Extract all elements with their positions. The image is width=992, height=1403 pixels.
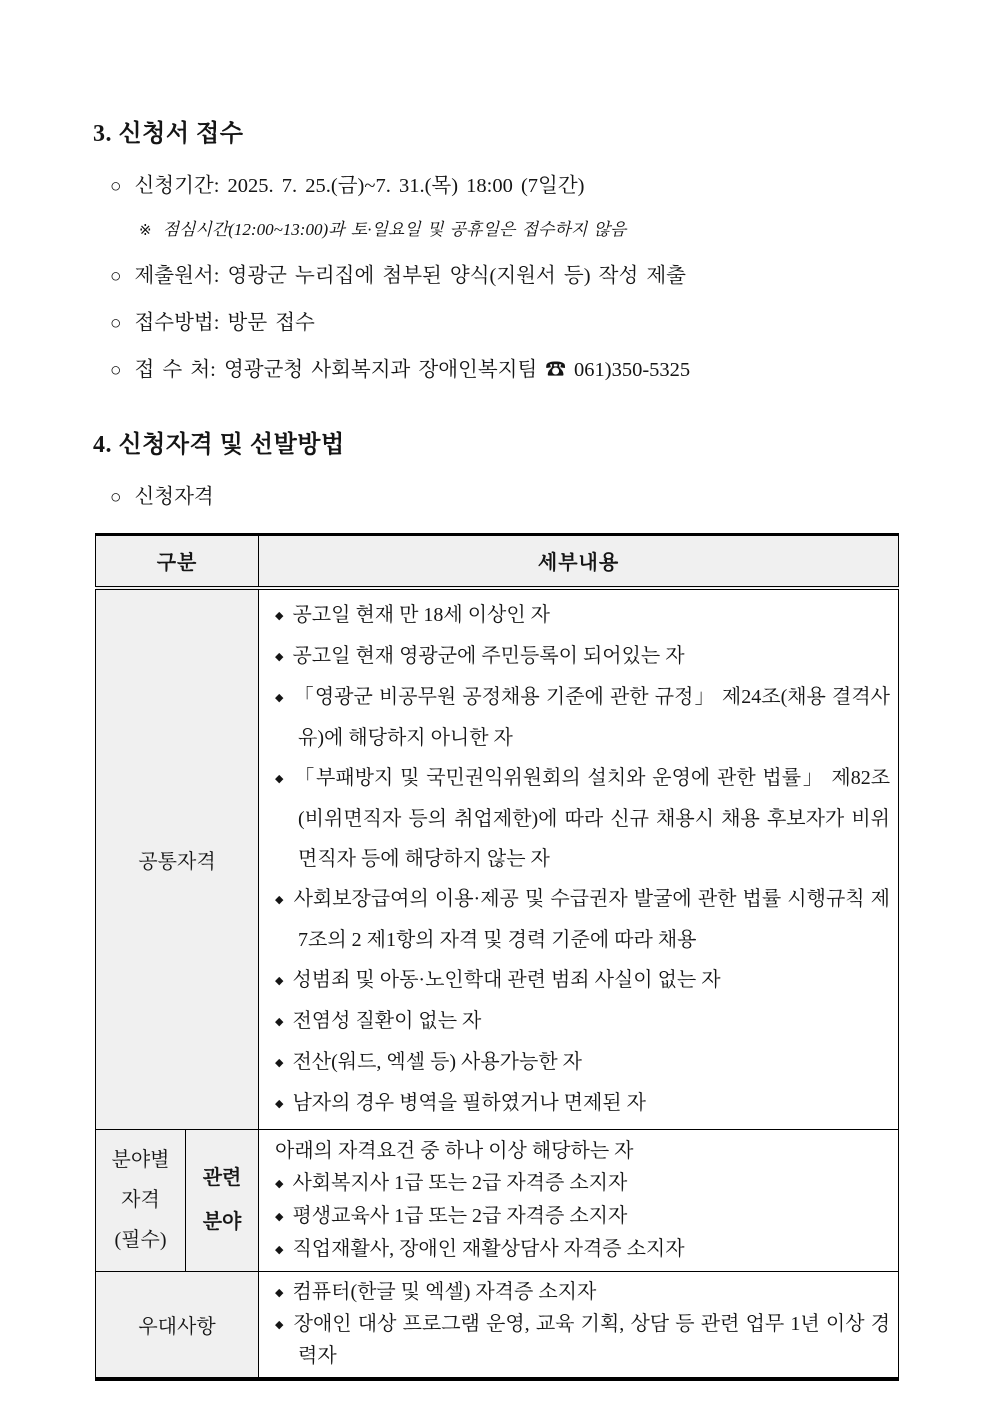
field-qualification-intro: 아래의 자격요건 중 하나 이상 해당하는 자	[275, 1139, 634, 1162]
diamond-bullet-icon: ◆	[275, 1015, 284, 1028]
circle-marker-icon: ○	[110, 266, 122, 287]
diamond-bullet-icon: ◆	[275, 650, 284, 663]
qualification-item-text: 평생교육사 1급 또는 2급 자격증 소지자	[292, 1204, 628, 1227]
qualification-item-text: 직업재활사, 장애인 재활상담사 자격증 소지자	[292, 1237, 685, 1260]
qualification-item	[275, 1083, 890, 1124]
list-item-text: 신청자격	[134, 486, 214, 508]
qualification-item	[275, 636, 890, 677]
qualification-table-header	[96, 535, 899, 588]
qualification-item	[275, 960, 890, 1001]
qualification-item	[275, 1167, 890, 1200]
field-qualification-label-cell	[96, 1129, 186, 1271]
diamond-bullet-icon: ◆	[275, 772, 286, 785]
qualification-item	[275, 1309, 890, 1372]
diamond-bullet-icon: ◆	[275, 1177, 284, 1190]
diamond-bullet-icon: ◆	[275, 691, 285, 704]
field-qualification-content-cell	[259, 1129, 899, 1271]
diamond-bullet-icon: ◆	[275, 1318, 285, 1331]
label-line: (필수)	[114, 1229, 167, 1251]
circle-marker-icon: ○	[110, 360, 122, 381]
qualification-item-text: 공고일 현재 만 18세 이상인 자	[292, 603, 551, 626]
qualification-item	[275, 1001, 890, 1042]
table-header-row	[96, 535, 899, 588]
preference-label-cell: 우대사항	[96, 1271, 259, 1379]
qualification-item-text: 남자의 경우 병역을 필하였거나 면제된 자	[292, 1091, 646, 1114]
qualification-item	[275, 1200, 890, 1233]
diamond-bullet-icon: ◆	[275, 1097, 284, 1110]
list-item-text: 접수방법: 방문 접수	[134, 312, 315, 334]
label-line: 자격	[121, 1189, 160, 1211]
qualification-item-text: 전산(워드, 엑셀 등) 사용가능한 자	[292, 1050, 582, 1073]
qualification-item-text: 「부패방지 및 국민권익위원회의 설치와 운영에 관한 법률」 제82조 (비위면직자 등의 취업제한)에 따라 신규 채용시 채용 후보자가 비위면직자 등에 해당하지 않는 자	[294, 766, 891, 870]
qualification-item	[275, 1277, 890, 1309]
reference-mark-icon: ※	[139, 223, 152, 239]
note-lunchtime	[139, 215, 905, 240]
preference-content-cell	[259, 1271, 899, 1379]
qualification-item	[275, 1233, 890, 1266]
list-item-submission-form	[93, 258, 905, 288]
section-4-title: 4. 신청자격 및 선발방법	[93, 432, 345, 458]
qualification-item	[275, 1042, 890, 1083]
qualification-item	[275, 879, 890, 960]
table-row-common-qualification	[96, 588, 899, 1130]
label-line: 분야	[202, 1211, 242, 1233]
diamond-bullet-icon: ◆	[275, 1056, 284, 1069]
list-item-text: 제출원서: 영광군 누리집에 첨부된 양식(지원서 등) 작성 제출	[134, 265, 686, 287]
list-item-submission-method	[93, 305, 905, 335]
qualification-item	[275, 595, 890, 636]
qualification-item-text: 전염성 질환이 없는 자	[292, 1009, 482, 1032]
diamond-bullet-icon: ◆	[275, 974, 284, 987]
qualification-item-text: 공고일 현재 영광군에 주민등록이 되어있는 자	[292, 644, 685, 667]
common-qualification-content-cell	[259, 588, 899, 1130]
qualification-item-text: 컴퓨터(한글 및 엑셀) 자격증 소지자	[292, 1280, 597, 1303]
section-3-title: 3. 신청서 접수	[93, 121, 244, 147]
diamond-bullet-icon: ◆	[275, 609, 284, 622]
header-cell-category: 구분	[96, 535, 259, 588]
qualification-item-text: 사회복지사 1급 또는 2급 자격증 소지자	[292, 1171, 628, 1194]
header-cell-details: 세부내용	[259, 535, 899, 588]
section-qualification-selection	[93, 424, 905, 1381]
table-row-preference	[96, 1271, 899, 1379]
list-item-text: 접 수 처: 영광군청 사회복지과 장애인복지팀 ☎ 061)350-5325	[134, 359, 691, 381]
list-item-qualification	[93, 479, 905, 509]
circle-marker-icon: ○	[110, 176, 122, 197]
list-item-submission-place	[93, 352, 905, 382]
diamond-bullet-icon: ◆	[275, 1286, 284, 1299]
list-item-text: 신청기간: 2025. 7. 25.(금)~7. 31.(목) 18:00 (7일간)	[134, 175, 585, 197]
circle-marker-icon: ○	[110, 487, 122, 508]
related-field-label-cell	[186, 1129, 259, 1271]
section-application-submission	[93, 113, 905, 382]
qualification-item-text: 「영광군 비공무원 공정채용 기준에 관한 규정」 제24조(채용 결격사유)에 해당하지 아니한 자	[293, 685, 891, 749]
qualification-item	[275, 677, 890, 758]
note-text: 점심시간(12:00~13:00)과 토·일요일 및 공휴일은 접수하지 않음	[162, 220, 627, 239]
qualification-item	[275, 758, 890, 879]
qualification-item-text: 사회보장급여의 이용·제공 및 수급권자 발굴에 관한 법률 시행규칙 제7조의 2 제1항의 자격 및 경력 기준에 따라 채용	[293, 887, 891, 951]
qualification-table	[95, 533, 899, 1381]
document-content	[93, 113, 905, 1381]
diamond-bullet-icon: ◆	[275, 1210, 284, 1223]
diamond-bullet-icon: ◆	[275, 1243, 284, 1256]
common-qualification-label-cell: 공통자격	[96, 588, 259, 1130]
diamond-bullet-icon: ◆	[275, 893, 285, 906]
qualification-item-text: 장애인 대상 프로그램 운영, 교육 기획, 상담 등 관련 업무 1년 이상 경력자	[293, 1312, 891, 1367]
label-line: 분야별	[111, 1149, 170, 1171]
circle-marker-icon: ○	[110, 313, 122, 334]
table-row-field-qualification	[96, 1129, 899, 1271]
label-line: 관련	[202, 1167, 242, 1189]
qualification-item-text: 성범죄 및 아동·노인학대 관련 범죄 사실이 없는 자	[292, 968, 721, 991]
list-item-application-period	[93, 168, 905, 198]
